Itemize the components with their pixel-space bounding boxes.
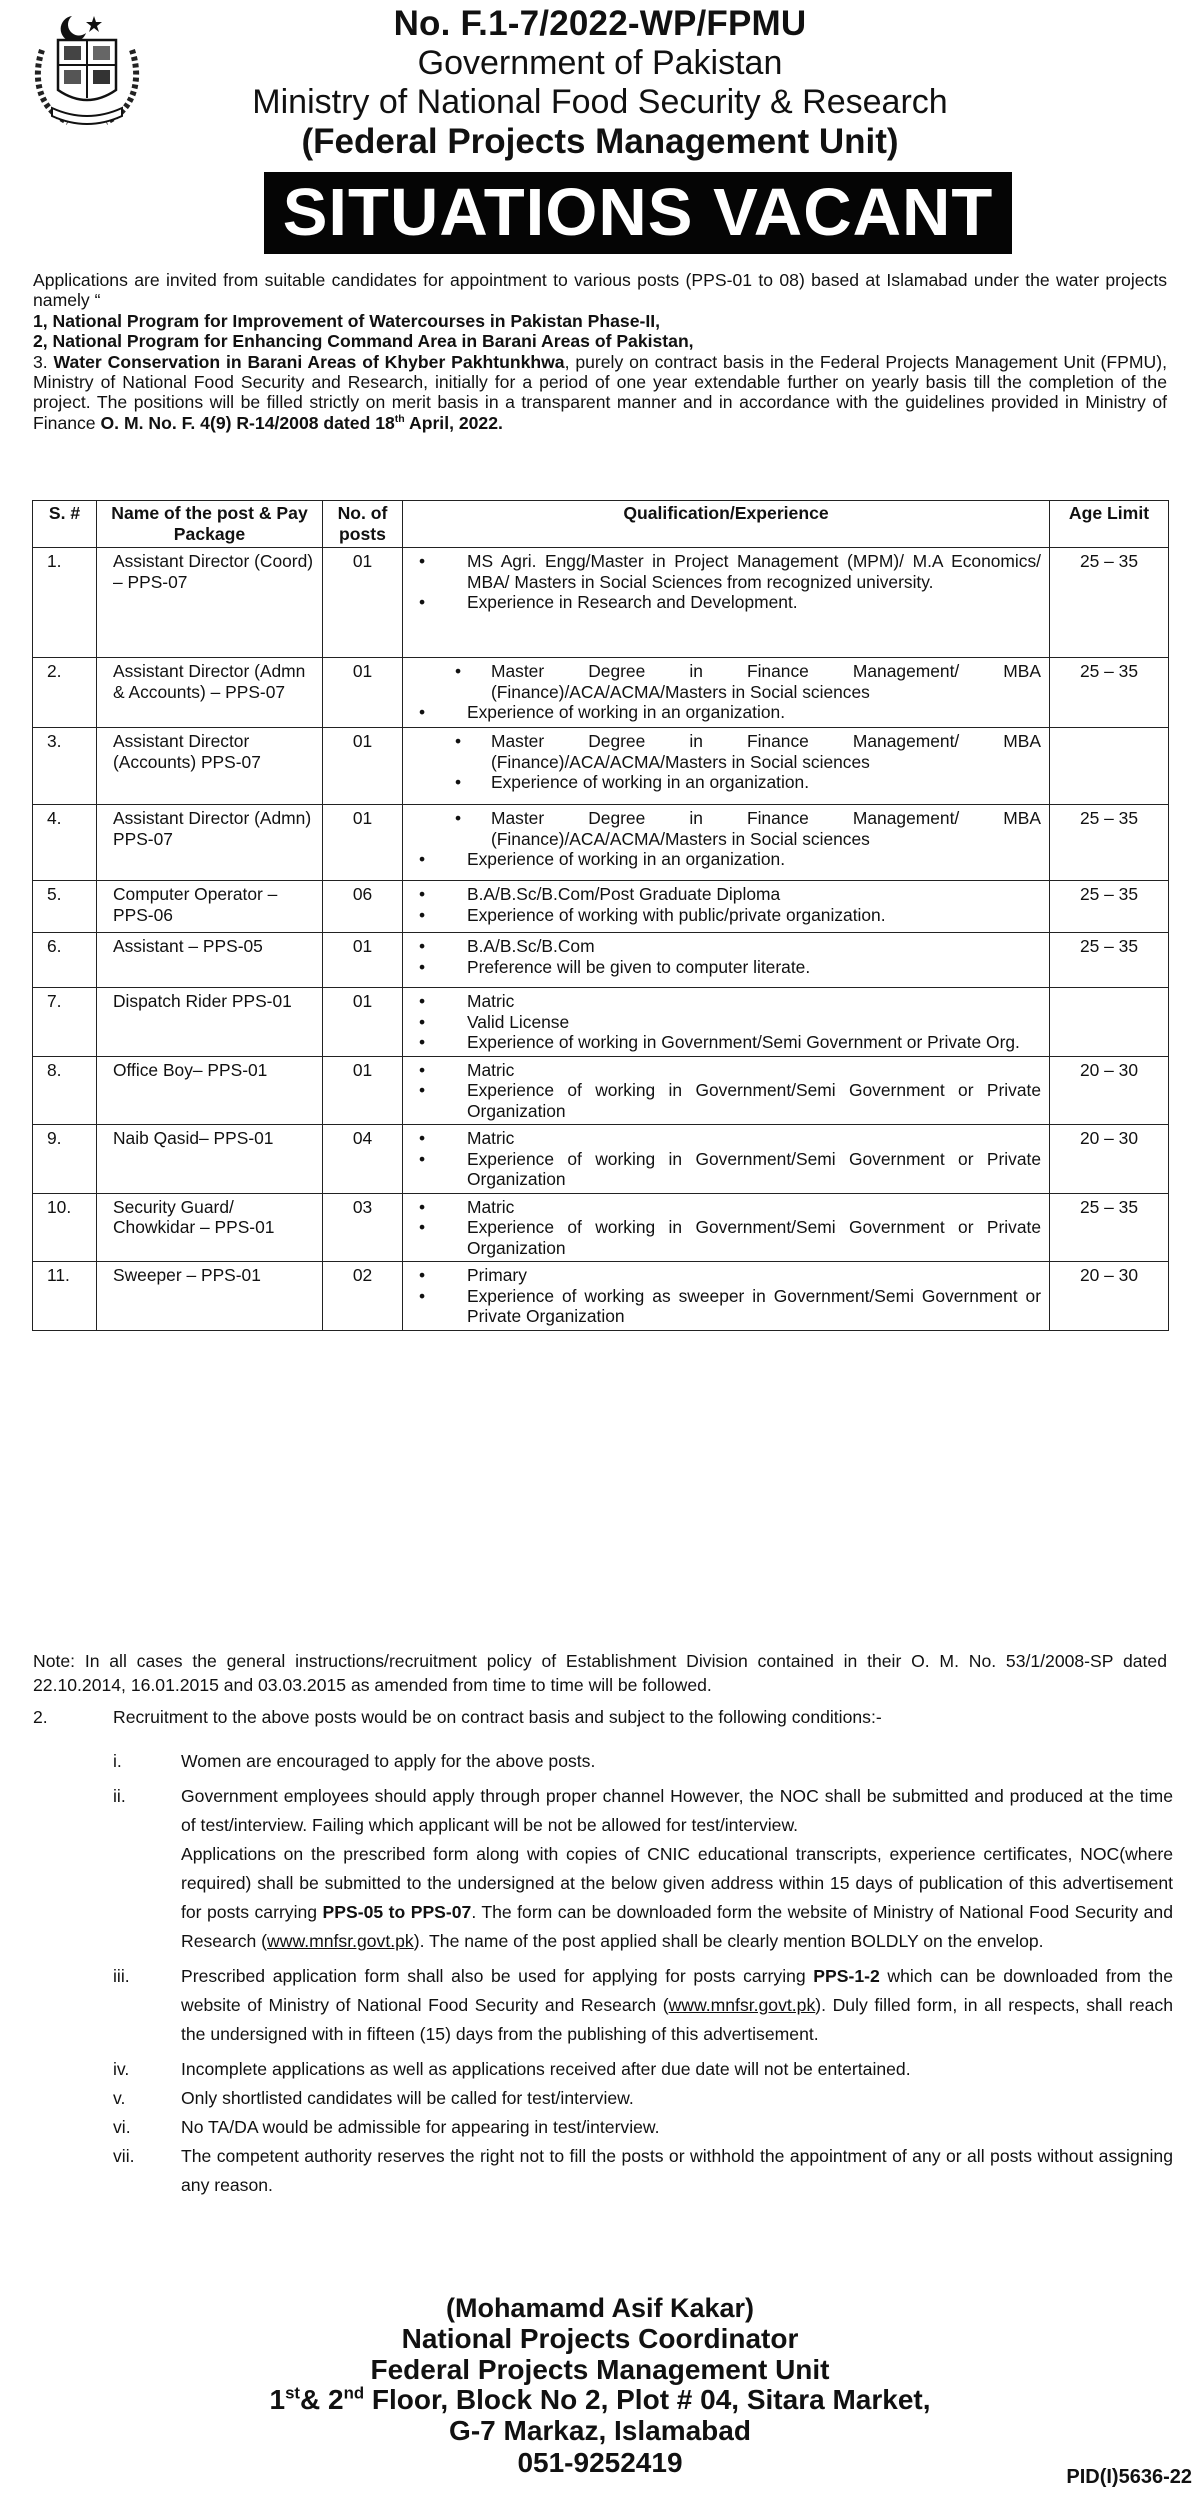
qualification-item: • Matric [415,1060,1041,1081]
post-name: Naib Qasid– PPS-01 [97,1125,323,1194]
post-name: Assistant Director (Admn) PPS-07 [97,805,323,881]
post-count: 02 [323,1262,403,1331]
qualification-item: • Master Degree in Finance Management/ MBA (Finance)/ACA/ACMA/Masters in Social sciences [415,731,1041,772]
address-line-1: 1st& 2nd Floor, Block No 2, Plot # 04, Sitara Market, [269,2383,931,2415]
table-header-row [33,501,1169,548]
post-count: 03 [323,1193,403,1262]
age-limit: 25 – 35 [1050,933,1169,988]
table-row [33,1056,1169,1125]
qualification-list [415,1265,1041,1327]
ministry-name: Ministry of National Food Security & Research [252,83,948,121]
qualification-item: • Experience in Research and Development. [415,592,1041,613]
qualification-item: • Experience of working in an organization. [415,702,1041,723]
qualification-list [415,808,1041,870]
qualification-list [415,551,1041,613]
qualification [403,728,1050,805]
post-count: 01 [323,1056,403,1125]
serial-number: 10. [33,1193,97,1262]
post-count: 01 [323,658,403,728]
qualification [403,1262,1050,1331]
qualification-item: • Matric [415,1128,1041,1149]
table-row [33,933,1169,988]
post-count: 01 [323,988,403,1057]
serial-number: 8. [33,1056,97,1125]
age-limit: 25 – 35 [1050,881,1169,933]
unit-name: (Federal Projects Management Unit) [301,122,899,161]
post-count: 01 [323,933,403,988]
condition-iv: iv. Incomplete applications as well as applications received after due date will not be entertained. [113,2059,911,2079]
post-name: Assistant Director (Admn & Accounts) – PPS-07 [97,658,323,728]
intro-text [33,270,1167,433]
website-link[interactable]: www.mnfsr.govt.pk [668,1995,816,2015]
age-limit: 20 – 30 [1050,1056,1169,1125]
qualification [403,805,1050,881]
qualification [403,1056,1050,1125]
posts-table [32,500,1169,1331]
qualification [403,933,1050,988]
program-1: 1, National Program for Improvement of Watercourses in Pakistan Phase-II, [33,310,661,331]
qualification [403,548,1050,658]
post-name: Assistant – PPS-05 [97,933,323,988]
condition-vii: vii. The competent authority reserves the right not to fill the posts or withhold the appointment of any or all posts without assigning any reason. [113,2146,1173,2195]
pid-code: PID(I)5636-22 [1066,2466,1192,2488]
serial-number: 9. [33,1125,97,1194]
address-line-2: G-7 Markaz, Islamabad [449,2415,751,2446]
table-row [33,1262,1169,1331]
website-link[interactable]: www.mnfsr.govt.pk [267,1931,414,1951]
note-text: Note: In all cases the general instructions/recruitment policy of Establishment Division contained in their O. M. No. 53/1/2008-SP dated 22.10.2014, 16.01.2015 and 03.03.2015 as amended from time to time will be followed. [33,1651,1167,1695]
program-2: 2, National Program for Enhancing Command Area in Barani Areas of Pakistan, [33,331,694,352]
qualification [403,1125,1050,1194]
serial-number: 5. [33,881,97,933]
qualification-list [415,991,1041,1053]
age-limit: 20 – 30 [1050,1125,1169,1194]
post-count: 01 [323,805,403,881]
signatory-unit: Federal Projects Management Unit [370,2354,830,2385]
age-limit [1050,988,1169,1057]
age-limit: 20 – 30 [1050,1262,1169,1331]
qualification-item: • Master Degree in Finance Management/ MBA (Finance)/ACA/ACMA/Masters in Social sciences [415,661,1041,702]
age-limit: 25 – 35 [1050,548,1169,658]
qualification-item: • Experience of working in Government/Semi Government or Private Organization [415,1080,1041,1121]
table-row [33,1193,1169,1262]
serial-number: 11. [33,1262,97,1331]
post-name: Security Guard/ Chowkidar – PPS-01 [97,1193,323,1262]
table-row [33,548,1169,658]
condition-ii-b: Applications on the prescribed form along with copies of CNIC educational transcripts, experience certificates, NOC(where required) shall be submitted to the undersigned at the below given address within 15 days of publication of this advertisement for posts carrying PPS-05 to PPS-07. The form can be downloaded form the website of Ministry of National Food Security and Research (www.mnfsr.govt.pk). The name of the post applied shall be clearly mention BOLDLY on the envelop. [181,1844,1173,1951]
qualification-list [415,1128,1041,1190]
condition-ii: ii. Government employees should apply through proper channel However, the NOC shall be submitted and produced at the time of test/interview. Failing which applicant will be not be allowed for test/interview. [113,1786,1173,1835]
qualification-list [415,1197,1041,1259]
post-name: Sweeper – PPS-01 [97,1262,323,1331]
serial-number: 2. [33,658,97,728]
serial-number: 7. [33,988,97,1057]
qualification-item: • Experience of working in Government/Semi Government or Private Organization [415,1149,1041,1190]
post-count: 06 [323,881,403,933]
condition-vi: vi. No TA/DA would be admissible for appearing in test/interview. [113,2117,660,2137]
conditions-intro: 2. Recruitment to the above posts would be on contract basis and subject to the following conditions:- [33,1707,882,1727]
reference-number: No. F.1-7/2022-WP/FPMU [393,4,807,43]
qualification-item: • Experience of working in Government/Semi Government or Private Organization [415,1217,1041,1258]
qualification-item: • B.A/B.Sc/B.Com [415,936,1041,957]
table-row [33,805,1169,881]
serial-number: 6. [33,933,97,988]
post-name: Dispatch Rider PPS-01 [97,988,323,1057]
qualification-item: • Matric [415,991,1041,1012]
situations-vacant-banner: SITUATIONS VACANT [264,172,1012,254]
post-count: 04 [323,1125,403,1194]
qualification-list [415,936,1041,977]
signatory-title: National Projects Coordinator [401,2323,799,2354]
government-name: Government of Pakistan [417,44,783,82]
post-count: 01 [323,728,403,805]
post-count: 01 [323,548,403,658]
program-3: 3. Water Conservation in Barani Areas of Khyber Pakhtunkhwa, purely on contract basis in the Federal Projects Management Unit (FPMU), Ministry of National Food Security and Research, initially for a period of one year extendable further on yearly basis till the completion of the project. The positions will be filled strictly on merit basis in a transparent manner and in accordance with the guidelines provided in Ministry of Finance O. M. No. F. 4(9) R-14/2008 dated 18th April, 2022. [33,351,1167,433]
header-age: Age Limit [1050,501,1169,548]
qualification-item: • Master Degree in Finance Management/ MBA (Finance)/ACA/ACMA/Masters in Social sciences [415,808,1041,849]
age-limit [1050,728,1169,805]
signatory-name: (Mohamamd Asif Kakar) [445,2293,755,2323]
table-row [33,988,1169,1057]
qualification [403,881,1050,933]
table-row [33,881,1169,933]
qualification-list [415,661,1041,723]
qualification [403,658,1050,728]
condition-iii: iii. Prescribed application form shall also be used for applying for posts carrying PPS-1-2 which can be downloaded from the website of Ministry of National Food Security and Research (www.mnfsr.govt.pk). Duly filled form, in all respects, shall reach the undersigned with in fifteen (15) days from the publishing of this advertisement. [113,1966,1173,2044]
header-name: Name of the post & Pay Package [97,501,323,548]
post-name: Computer Operator – PPS-06 [97,881,323,933]
qualification-item: • Experience of working in Government/Semi Government or Private Org. [415,1032,1041,1053]
table-row [33,658,1169,728]
qualification-item: • B.A/B.Sc/B.Com/Post Graduate Diploma [415,884,1041,905]
qualification-item: • Experience of working in an organization. [415,849,1041,870]
phone-number: 051-9252419 [517,2447,683,2478]
qualification-list [415,731,1041,793]
qualification-item: • Valid License [415,1012,1041,1033]
serial-number: 1. [33,548,97,658]
conditions-list [33,1747,1173,2200]
qualification [403,1193,1050,1262]
serial-number: 4. [33,805,97,881]
qualification-item: • MS Agri. Engg/Master in Project Management (MPM)/ M.A Economics/ MBA/ Masters in Social Sciences from recognized university. [415,551,1041,592]
post-name: Office Boy– PPS-01 [97,1056,323,1125]
post-name: Assistant Director (Coord) – PPS-07 [97,548,323,658]
qualification-item: • Preference will be given to computer literate. [415,957,1041,978]
age-limit: 25 – 35 [1050,1193,1169,1262]
age-limit: 25 – 35 [1050,658,1169,728]
qualification-item: • Experience of working with public/private organization. [415,905,1041,926]
qualification-item: • Experience of working as sweeper in Government/Semi Government or Private Organization [415,1286,1041,1327]
qualification-item: • Matric [415,1197,1041,1218]
qualification-list [415,884,1041,925]
table-row [33,1125,1169,1194]
age-limit: 25 – 35 [1050,805,1169,881]
condition-v: v. Only shortlisted candidates will be called for test/interview. [113,2088,634,2108]
intro-line: Applications are invited from suitable candidates for appointment to various posts (PPS-01 to 08) based at Islamabad under the water projects namely “ [33,270,1167,311]
header-sn: S. # [33,501,97,548]
post-name: Assistant Director (Accounts) PPS-07 [97,728,323,805]
qualification [403,988,1050,1057]
qualification-item: • Experience of working in an organization. [415,772,1041,793]
table-row [33,728,1169,805]
serial-number: 3. [33,728,97,805]
condition-i: i. Women are encouraged to apply for the above posts. [113,1751,596,1771]
header-no: No. of posts [323,501,403,548]
header-qual: Qualification/Experience [403,501,1050,548]
qualification-list [415,1060,1041,1122]
qualification-item: • Primary [415,1265,1041,1286]
